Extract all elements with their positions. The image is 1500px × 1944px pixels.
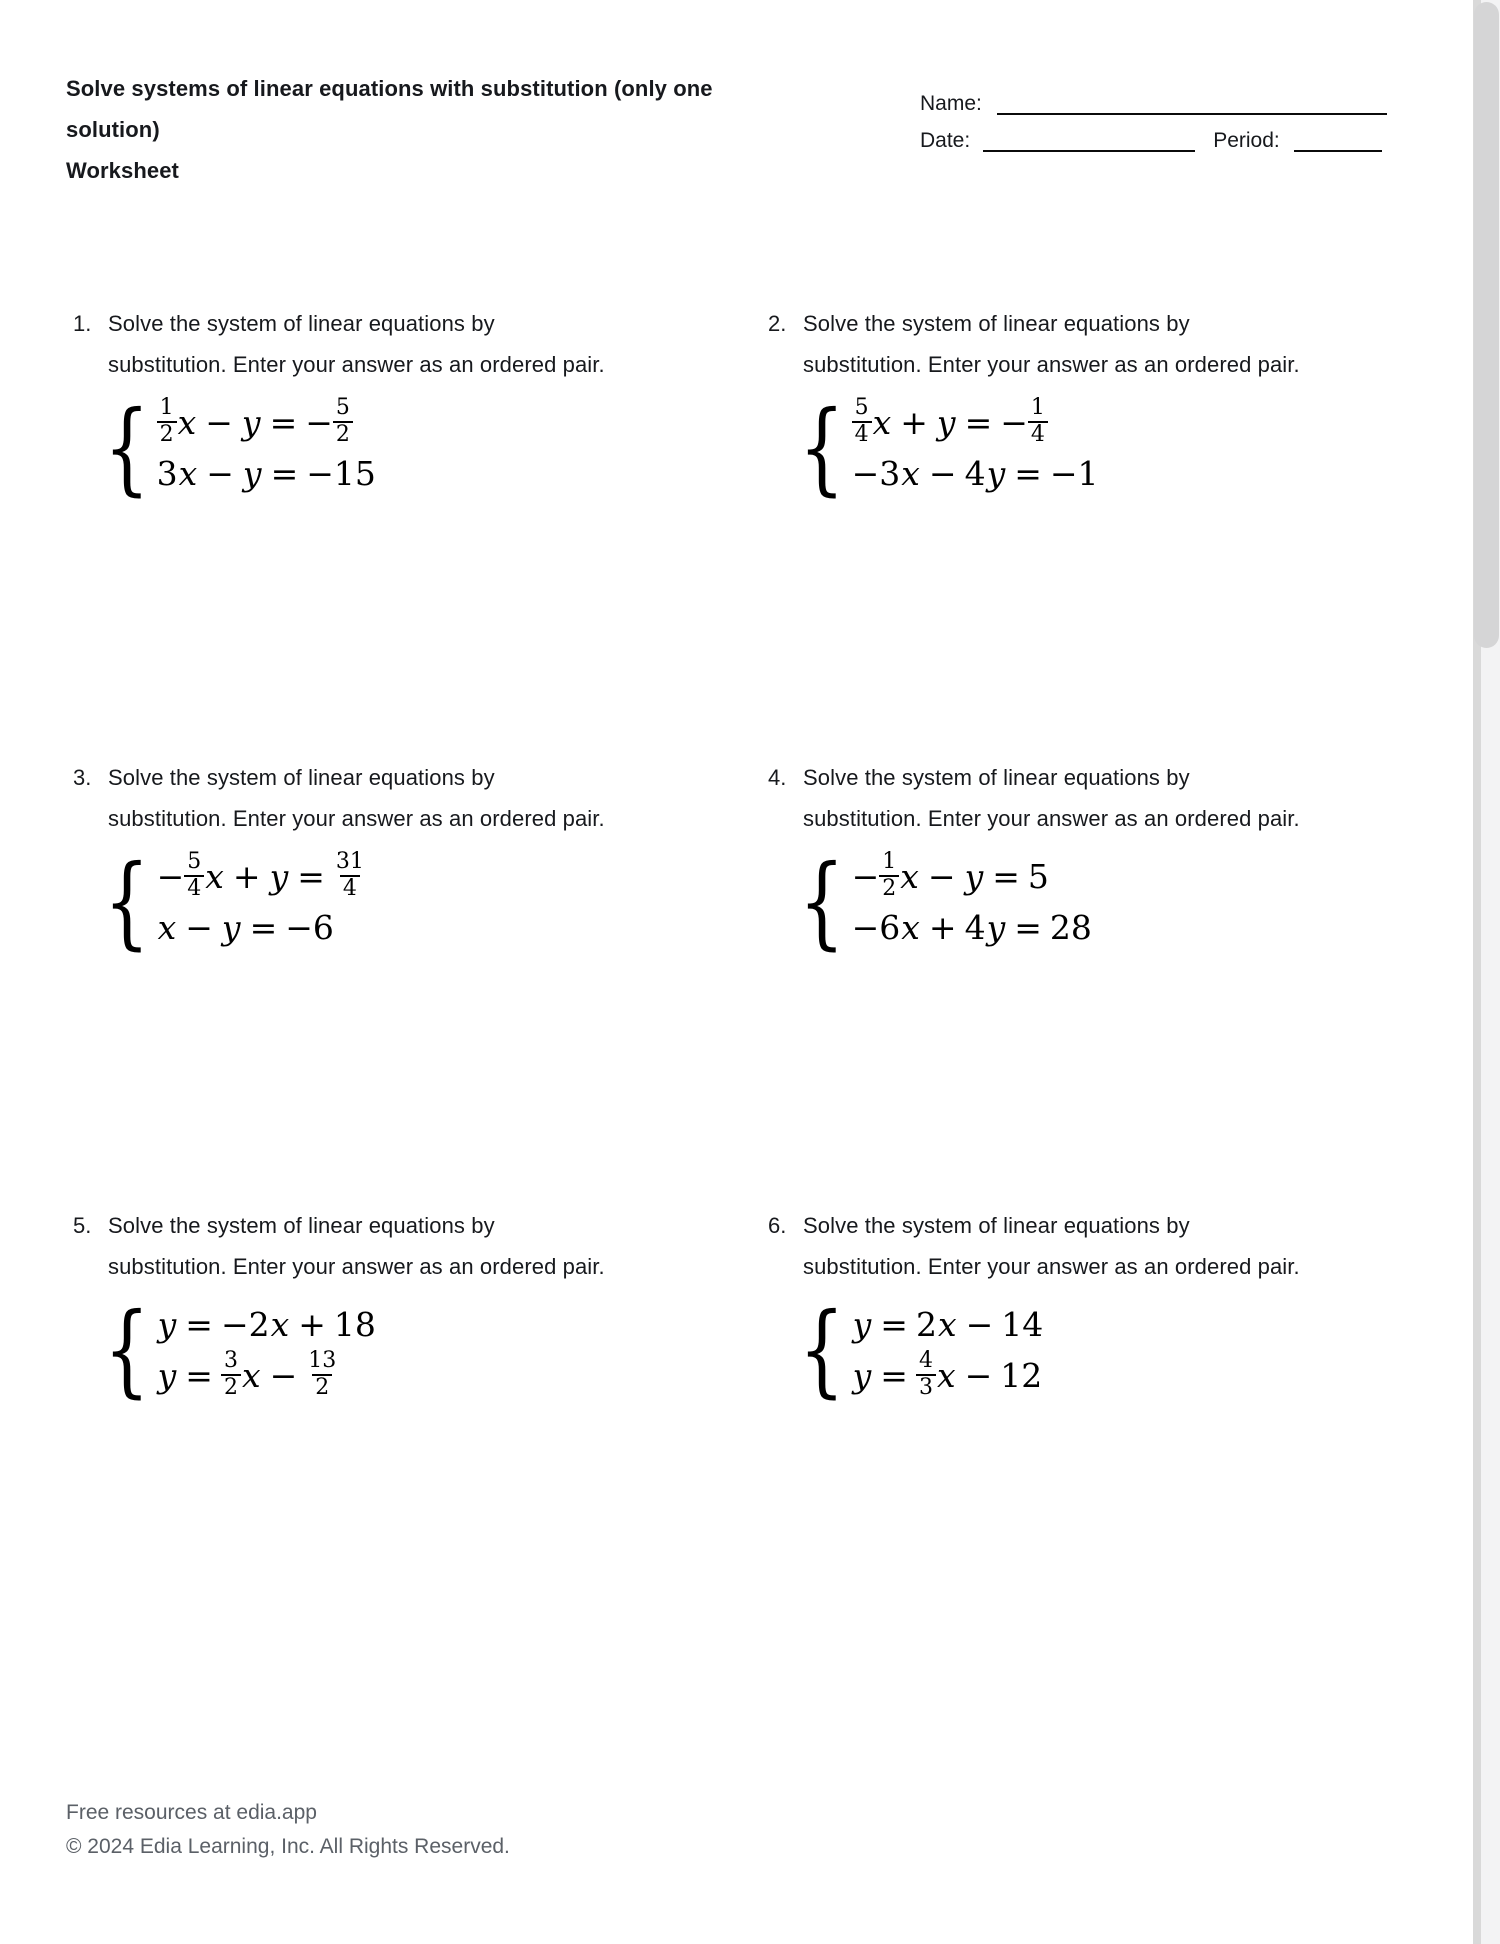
- footer-copyright-text: © 2024 Edia Learning, Inc. All Rights Reserved.: [66, 1835, 510, 1858]
- equation-line: y = $\frac{4}{3}$ x − 12: [852, 1347, 1043, 1400]
- problem-number: 2.: [768, 311, 787, 336]
- problem-prompt: Solve the system of linear equations by substitution. Enter your answer as an ordered pair.: [108, 1213, 605, 1279]
- equation-system: [95, 389, 646, 506]
- left-brace-icon: {: [798, 389, 845, 506]
- worksheet-title: Solve systems of linear equations with substitution (only one solution): [66, 76, 713, 142]
- equation-line: y = −2 x + 18: [157, 1305, 376, 1344]
- name-row: [920, 92, 1387, 116]
- equation-line: y = $\frac{3}{2}$ x − $\frac{13}{2}$: [157, 1347, 337, 1400]
- equation-line: − $\frac{1}{2}$ x − y = 5: [851, 848, 1049, 901]
- problem-number: 4.: [768, 765, 787, 790]
- scrollbar-thumb[interactable]: [1474, 2, 1499, 648]
- left-brace-icon: {: [103, 389, 150, 506]
- problem-number: 1.: [73, 311, 92, 336]
- left-brace-icon: {: [103, 1291, 150, 1408]
- period-blank-line: [1294, 149, 1382, 152]
- left-brace-icon: {: [798, 843, 845, 960]
- equation-line: 3 x − y = −15: [156, 454, 376, 493]
- period-label: Period:: [1213, 129, 1280, 152]
- problem-4: [761, 757, 1341, 960]
- footer-resources-text: Free resources at edia.app: [66, 1801, 317, 1824]
- date-blank-line: [983, 149, 1195, 152]
- equation-line: − $\frac{5}{4}$ x + y = $\frac{31}{4}$: [156, 848, 364, 901]
- date-label: Date:: [920, 129, 971, 152]
- problem-prompt: Solve the system of linear equations by substitution. Enter your answer as an ordered pair.: [803, 311, 1300, 377]
- equation-line: −3 x − 4 y = −1: [851, 454, 1099, 493]
- left-brace-icon: {: [798, 1291, 845, 1408]
- equation-system: [95, 1291, 646, 1408]
- problem-5: [66, 1205, 646, 1408]
- equation-line: $\frac{5}{4}$ x + y = − $\frac{1}{4}$: [852, 397, 1099, 448]
- problem-6: [761, 1205, 1341, 1408]
- problem-prompt: Solve the system of linear equations by substitution. Enter your answer as an ordered pair.: [803, 1213, 1300, 1279]
- problem-3: [66, 757, 646, 960]
- equation-line: x − y = −6: [157, 908, 334, 947]
- problem-2: [761, 303, 1341, 506]
- equation-system: [790, 843, 1341, 960]
- left-brace-icon: {: [103, 843, 150, 960]
- problem-number: 5.: [73, 1213, 92, 1238]
- equation-system: [95, 843, 646, 960]
- problem-number: 6.: [768, 1213, 787, 1238]
- equation-line: −6 x + 4 y = 28: [851, 908, 1092, 947]
- equation-line: $\frac{1}{2}$ x − y = − $\frac{5}{2}$: [157, 397, 376, 448]
- equation-system: [790, 389, 1341, 506]
- date-period-row: [920, 129, 1387, 153]
- equation-system: [790, 1291, 1341, 1408]
- problem-prompt: Solve the system of linear equations by substitution. Enter your answer as an ordered pair.: [108, 311, 605, 377]
- name-blank-line: [997, 112, 1387, 115]
- name-label: Name:: [920, 92, 982, 115]
- problem-number: 3.: [73, 765, 92, 790]
- worksheet-header: [66, 68, 806, 191]
- student-info-fields: [920, 92, 1387, 153]
- problem-1: [66, 303, 646, 506]
- problem-prompt: Solve the system of linear equations by substitution. Enter your answer as an ordered pair.: [108, 765, 605, 831]
- page-footer: [66, 1796, 510, 1864]
- equation-line: y = 2 x − 14: [852, 1305, 1044, 1344]
- worksheet-subtitle: Worksheet: [66, 158, 179, 183]
- problem-prompt: Solve the system of linear equations by substitution. Enter your answer as an ordered pair.: [803, 765, 1300, 831]
